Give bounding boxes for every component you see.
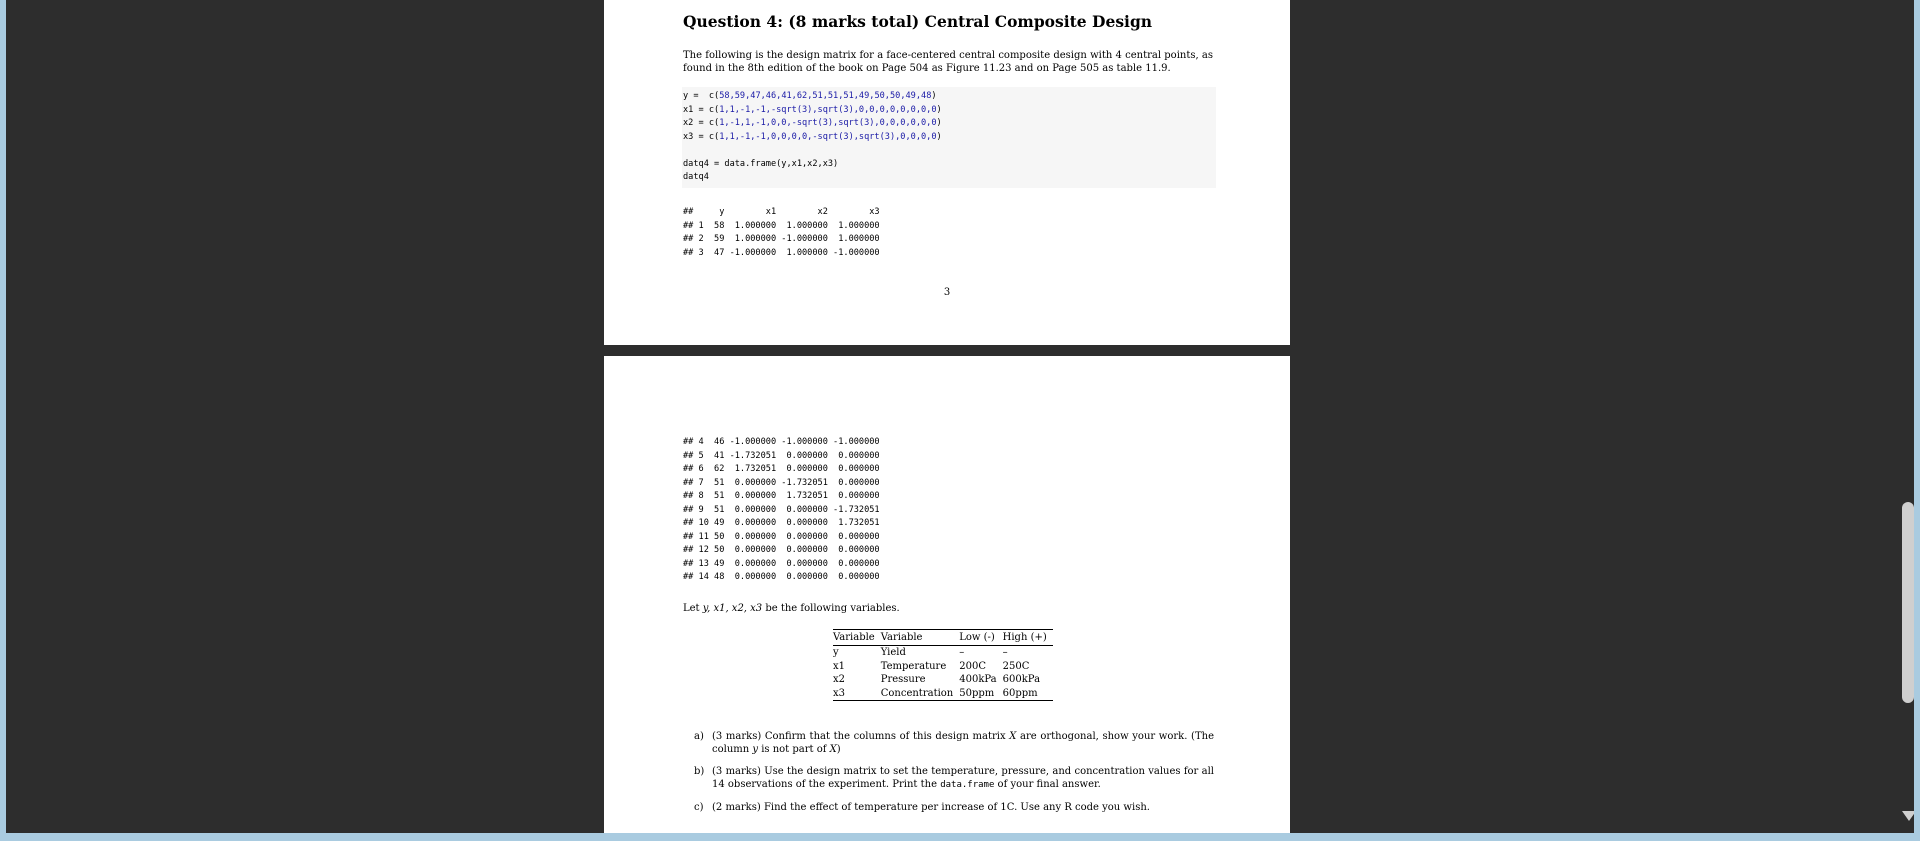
table-cell: Concentration: [880, 687, 954, 699]
intro-paragraph: The following is the design matrix for a face-centered central composite design with 4 central points, as found in the 8th edition of the book on Page 504 as Figure 11.23 and on Page 505 as table 11.9.: [683, 50, 1213, 74]
table-cell: –: [959, 647, 965, 658]
code-line-dataframe: datq4 = data.frame(y,x1,x2,x3): [683, 158, 839, 169]
table-row: [833, 660, 1053, 674]
part-c: c) (2 marks) Find the effect of temperature per increase of 1C. Use any R code you wish.: [694, 802, 1150, 813]
question-parts: [694, 730, 1214, 823]
page-3: [604, 0, 1290, 345]
output-line: ## 2 59 1.000000 -1.000000 1.000000: [683, 234, 880, 244]
output-line: ## 8 51 0.000000 1.732051 0.000000: [683, 491, 880, 501]
question-heading: Question 4: (8 marks total) Central Composite Design: [683, 12, 1153, 31]
table-cell: 60ppm: [1002, 687, 1038, 699]
table-cell: y: [833, 647, 839, 658]
r-code-block: [682, 87, 1216, 188]
part-a-label: a): [694, 731, 704, 742]
output-line: ## 3 47 -1.000000 1.000000 -1.000000: [683, 247, 880, 258]
table-cell: 400kPa: [959, 674, 997, 685]
table-row: [833, 687, 1053, 701]
output-line: ## 5 41 -1.732051 0.000000 0.000000: [683, 450, 880, 461]
r-output-block: [683, 206, 880, 260]
table-row: [833, 673, 1053, 687]
output-line: ## 11 50 0.000000 0.000000 0.000000: [683, 531, 880, 542]
code-line-y: y = c(58,59,47,46,41,62,51,51,51,49,50,50,49,48): [683, 91, 937, 101]
part-b-label: b): [694, 766, 705, 777]
output-line: ## 13 49 0.000000 0.000000 0.000000: [683, 558, 880, 569]
page-4: [604, 356, 1290, 833]
part-b: b) (3 marks) Use the design matrix to set the temperature, pressure, and concentration values for all 14 observations of the experiment. Print the data.frame of your final answer.: [694, 766, 1214, 790]
r-output-continued: [683, 436, 880, 585]
column-header: Variable: [881, 630, 960, 646]
column-header: Variable: [833, 630, 881, 646]
table-cell: Temperature: [880, 660, 947, 672]
part-c-label: c): [694, 802, 704, 813]
column-header: High (+): [1003, 630, 1053, 646]
output-line: ## 14 48 0.000000 0.000000 0.000000: [683, 572, 880, 582]
output-line: ## 1 58 1.000000 1.000000 1.000000: [683, 220, 880, 231]
table-cell: x1: [833, 660, 846, 672]
output-line: ## 7 51 0.000000 -1.732051 0.000000: [683, 477, 880, 488]
output-line: ## 6 62 1.732051 0.000000 0.000000: [683, 464, 880, 474]
table-cell: 600kPa: [1002, 674, 1041, 685]
table-cell: Pressure: [880, 674, 926, 685]
output-line: ## y x1 x2 x3: [683, 207, 880, 217]
table-cell: Yield: [880, 647, 906, 658]
code-line-print: datq4: [683, 172, 709, 182]
code-line-x2: x2 = c(1,-1,1,-1,0,0,-sqrt(3),sqrt(3),0,0,0,0,0,0): [683, 118, 942, 128]
let-statement: Let y, x1, x2, x3 be the following variables.: [683, 603, 900, 614]
table-cell: 50ppm: [959, 687, 995, 699]
output-line: ## 12 50 0.000000 0.000000 0.000000: [683, 545, 880, 555]
table-cell: –: [1002, 647, 1008, 658]
table-header-row: [833, 630, 1053, 646]
table-cell: 250C: [1002, 660, 1030, 672]
code-line-x3: x3 = c(1,1,-1,-1,0,0,0,0,-sqrt(3),sqrt(3),0,0,0,0): [683, 131, 942, 142]
table-row: [833, 646, 1053, 660]
code-blank-line: [683, 144, 1215, 158]
table-cell: x3: [833, 687, 846, 699]
scroll-down-arrow-icon[interactable]: [1902, 811, 1914, 821]
code-line-x1: x1 = c(1,1,-1,-1,-sqrt(3),sqrt(3),0,0,0,0,0,0,0,0): [683, 104, 942, 115]
output-line: ## 4 46 -1.000000 -1.000000 -1.000000: [683, 437, 880, 447]
output-line: ## 10 49 0.000000 0.000000 1.732051: [683, 518, 880, 528]
part-a: a) (3 marks) Confirm that the columns of this design matrix X are orthogonal, show your work. (The column y is not part of X): [694, 731, 1214, 755]
document-viewer[interactable]: [6, 0, 1914, 833]
variable-table: [833, 629, 1053, 701]
column-header: Low (-): [959, 630, 1002, 646]
vertical-scrollbar-thumb[interactable]: [1902, 502, 1914, 703]
table-cell: 200C: [959, 660, 986, 672]
table-cell: x2: [833, 674, 846, 685]
output-line: ## 9 51 0.000000 0.000000 -1.732051: [683, 504, 880, 515]
page-number: 3: [943, 287, 951, 298]
